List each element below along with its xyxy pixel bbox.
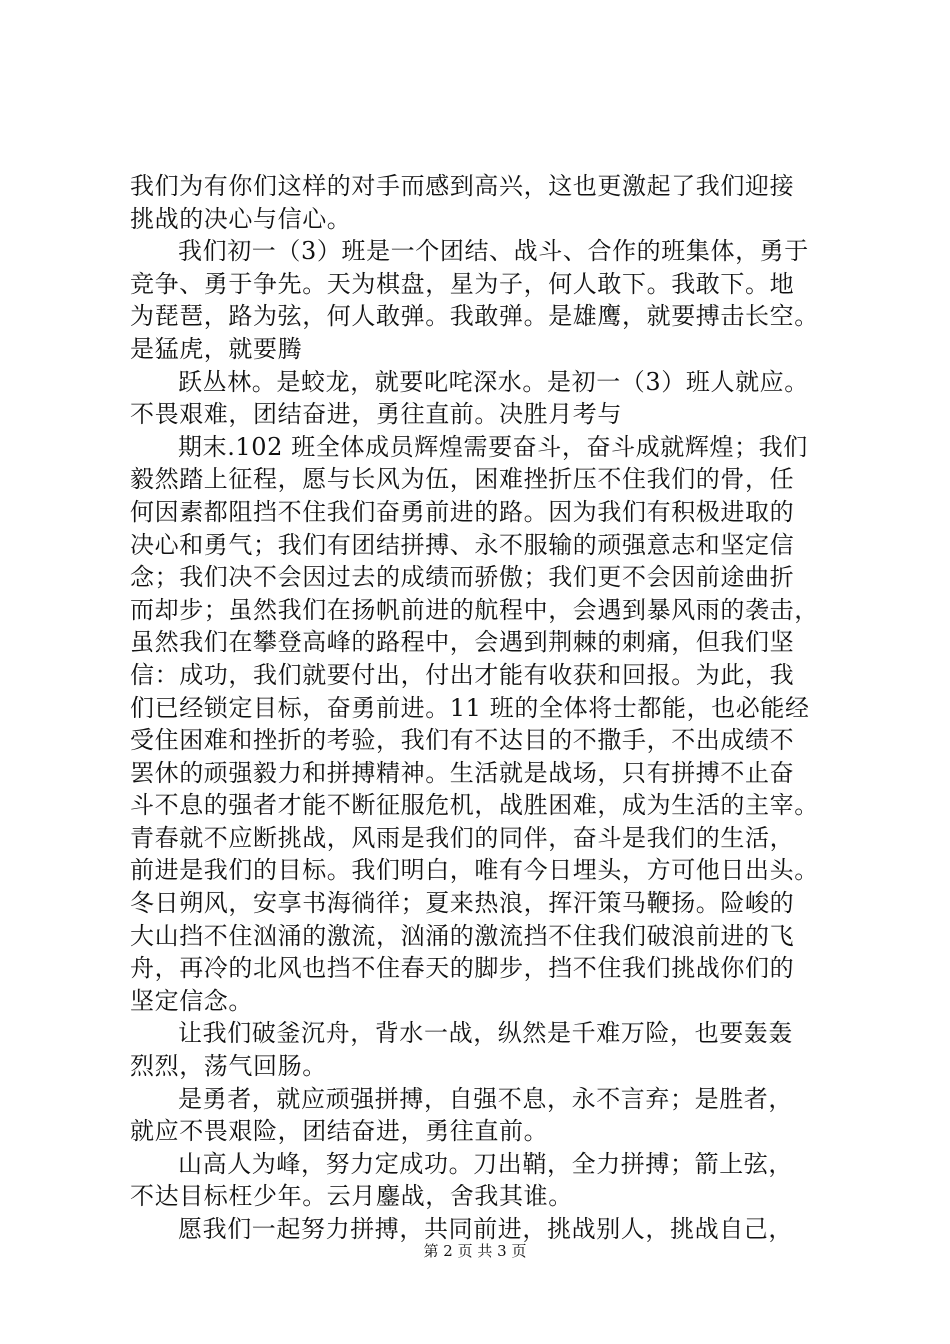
text-line: 期末.102 班全体成员辉煌需要奋斗，奋斗成就辉煌；我们	[178, 432, 808, 461]
text-line: 竞争、勇于争先。天为棋盘，星为子，何人敢下。我敢下。地	[130, 269, 795, 298]
text-line: 决心和勇气；我们有团结拼搏、永不服输的顽强意志和坚定信	[130, 530, 795, 559]
text-line: 罢休的顽强毅力和拼搏精神。生活就是战场，只有拼搏不止奋	[130, 758, 795, 787]
text-line: 们已经锁定目标，奋勇前进。11 班的全体将士都能，也必能经	[130, 693, 810, 722]
text-line: 虽然我们在攀登高峰的路程中，会遇到荆棘的刺痛，但我们坚	[130, 628, 795, 657]
text-line: 就应不畏艰险，团结奋进，勇往直前。	[130, 1117, 549, 1146]
text-line: 山高人为峰，努力定成功。刀出鞘，全力拼搏；箭上弦，	[178, 1149, 793, 1178]
text-line: 我们初一（3）班是一个团结、战斗、合作的班集体，勇于	[178, 237, 809, 266]
text-line: 为琵琶，路为弦，何人敢弹。我敢弹。是雄鹰，就要搏击长空。	[130, 302, 819, 331]
text-line: 不畏艰难，团结奋进，勇往直前。决胜月考与	[130, 400, 622, 429]
text-line: 不达目标枉少年。云月鏖战，舍我其谁。	[130, 1182, 573, 1211]
text-line: 坚定信念。	[130, 986, 253, 1015]
text-line: 愿我们一起努力拼搏，共同前进，挑战别人，挑战自己，	[178, 1215, 793, 1243]
text-line: 我们为有你们这样的对手而感到高兴，这也更激起了我们迎接	[130, 172, 795, 200]
text-line: 让我们破釜沉舟，背水一战，纵然是千难万险，也要轰轰	[178, 1019, 793, 1048]
text-line: 大山挡不住汹涌的激流，汹涌的激流挡不住我们破浪前进的飞	[130, 921, 795, 950]
page-footer: 第 2 页 共 3 页	[423, 1242, 527, 1260]
text-line: 信：成功，我们就要付出，付出才能有收获和回报。为此，我	[130, 660, 795, 689]
text-line: 念；我们决不会因过去的成绩而骄傲；我们更不会因前途曲折	[130, 563, 795, 592]
text-line: 毅然踏上征程，愿与长风为伍，困难挫折压不住我们的骨，任	[130, 465, 795, 494]
text-line: 受住困难和挫折的考验，我们有不达目的不撒手，不出成绩不	[130, 726, 795, 755]
text-line: 是勇者，就应顽强拼搏，自强不息，永不言弃；是胜者，	[178, 1084, 793, 1113]
text-line: 斗不息的强者才能不断征服危机，战胜困难，成为生活的主宰。	[130, 791, 819, 820]
text-line: 而却步；虽然我们在扬帆前进的航程中，会遇到暴风雨的袭击，	[130, 595, 819, 624]
text-line: 青春就不应断挑战，风雨是我们的同伴，奋斗是我们的生活，	[130, 823, 795, 852]
text-line: 何因素都阻挡不住我们奋勇前进的路。因为我们有积极进取的	[130, 497, 795, 526]
text-line: 烈烈，荡气回肠。	[130, 1052, 327, 1081]
text-line: 挑战的决心与信心。	[130, 204, 352, 233]
document-body	[130, 170, 860, 1246]
text-line: 舟，再冷的北风也挡不住春天的脚步，挡不住我们挑战你们的	[130, 954, 795, 983]
text-line: 跃丛林。是蛟龙，就要叱咤深水。是初一（3）班人就应。	[178, 367, 809, 396]
text-line: 冬日朔风，安享书海徜徉；夏来热浪，挥汗策马鞭扬。险峻的	[130, 889, 795, 918]
text-line: 前进是我们的目标。我们明白，唯有今日埋头，方可他日出头。	[130, 856, 819, 885]
text-line: 是猛虎，就要腾	[130, 334, 303, 363]
